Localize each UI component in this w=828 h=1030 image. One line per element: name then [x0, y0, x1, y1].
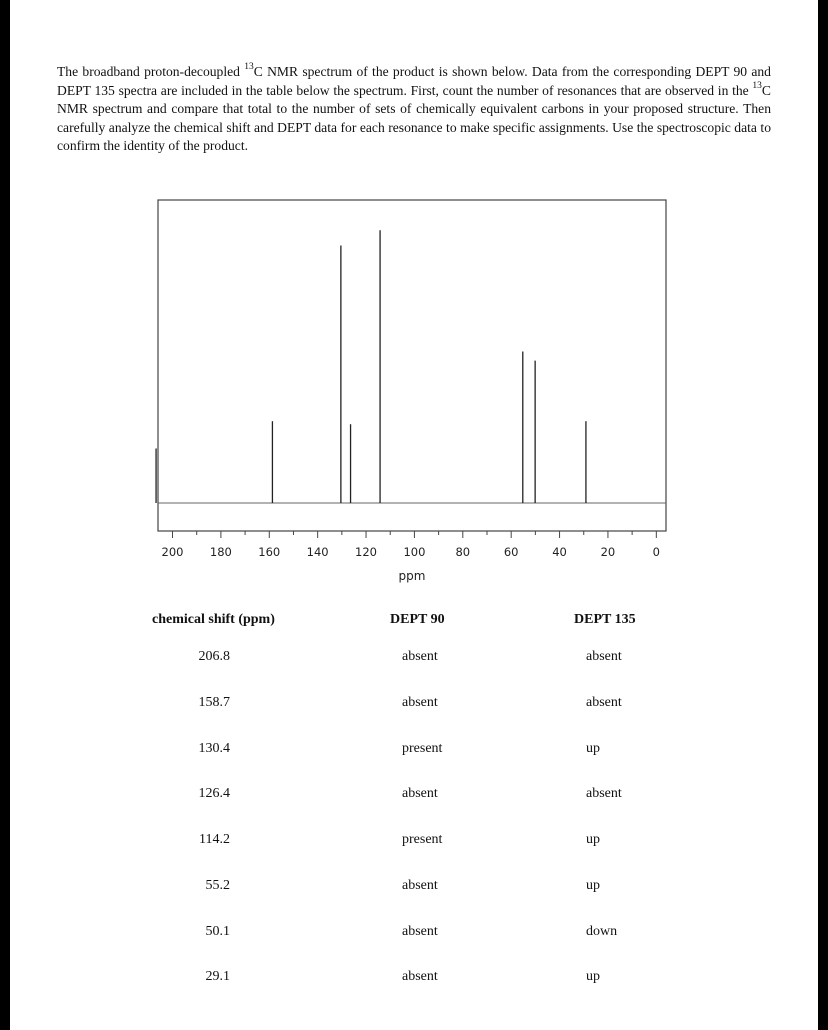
dept135-cell: up	[586, 878, 600, 893]
x-tick-label: 200	[161, 545, 184, 559]
dept135-cell: up	[586, 741, 600, 756]
dept90-cell: absent	[402, 924, 438, 939]
x-tick-label: 40	[552, 545, 567, 559]
header-dept90: DEPT 90	[390, 612, 445, 627]
x-axis-ticks	[162, 531, 660, 559]
x-tick-label: 140	[306, 545, 329, 559]
dept90-cell: present	[402, 741, 443, 756]
x-tick-label: 180	[209, 545, 232, 559]
header-chemical-shift: chemical shift (ppm)	[152, 612, 275, 627]
dept90-cell: absent	[402, 878, 438, 893]
dept135-cell: up	[586, 969, 600, 984]
intro-text-3: C NMR spectrum and compare that total to the number of sets of chemically equivalent carbons in your proposed structure. Then carefully analyze the chemical shift and DEPT data for each resonance to make specific assignments. Use the spectroscopic data to confirm the identity of the product.	[57, 82, 771, 154]
dept135-cell: absent	[586, 786, 622, 801]
dept135-cell: absent	[586, 695, 622, 710]
shift-cell: 114.2	[199, 832, 230, 847]
dept90-cell: absent	[402, 695, 438, 710]
intro-text-1: The broadband proton-decoupled	[57, 64, 245, 79]
dept135-cell: down	[586, 924, 618, 939]
x-tick-label: 120	[355, 545, 378, 559]
dept90-cell: absent	[402, 649, 438, 664]
dept90-cell: absent	[402, 786, 438, 801]
shift-cell: 206.8	[198, 649, 230, 664]
plot-frame	[158, 200, 666, 531]
dept90-cell: absent	[402, 969, 438, 984]
peaks	[156, 230, 586, 503]
x-axis-label: ppm	[398, 569, 426, 583]
isotope-superscript-1: 13	[244, 62, 254, 73]
dept135-cell: absent	[586, 649, 622, 664]
shift-cell: 50.1	[205, 924, 230, 939]
x-tick-label: 160	[258, 545, 281, 559]
dept90-cell: present	[402, 832, 443, 847]
shift-cell: 126.4	[198, 786, 230, 801]
x-tick-label: 100	[403, 545, 426, 559]
dept135-cell: up	[586, 832, 600, 847]
x-tick-label: 0	[652, 545, 660, 559]
shift-cell: 158.7	[198, 695, 230, 710]
x-tick-label: 60	[503, 545, 519, 559]
intro-text-2: C NMR spectrum of the product is shown below. Data from the corresponding DEPT 90 and DEPT 135 spectra are included in the table below the spectrum. First, count the number of resonances that are observed in the	[57, 64, 771, 98]
shift-cell: 55.2	[205, 878, 230, 893]
shift-cell: 29.1	[205, 969, 230, 984]
shift-cell: 130.4	[198, 741, 230, 756]
x-tick-label: 20	[600, 545, 616, 559]
isotope-superscript-2: 13	[752, 81, 762, 92]
header-dept135: DEPT 135	[574, 612, 636, 627]
x-tick-label: 80	[455, 545, 471, 559]
